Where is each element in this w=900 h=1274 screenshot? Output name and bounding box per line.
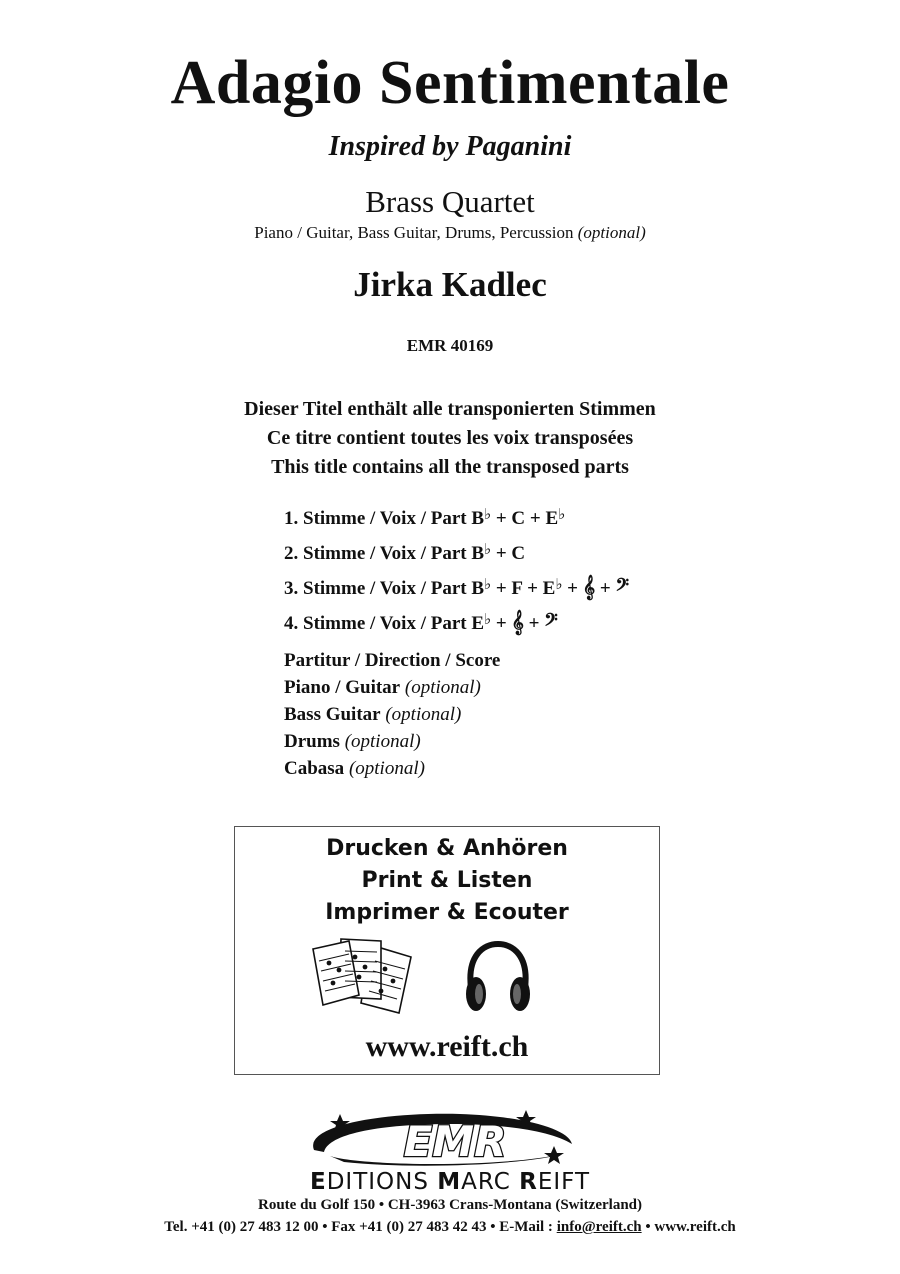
treble-clef-icon: 𝄞 <box>582 575 596 599</box>
bass-clef-icon: 𝄢 <box>544 610 558 634</box>
page-title: Adagio Sentimentale <box>170 49 730 117</box>
contents-list <box>284 647 500 782</box>
note-german: Dieser Titel enthält alle transponierten Stimmen <box>244 398 656 420</box>
flat-icon: ♭ <box>484 575 492 593</box>
composer: Jirka Kadlec <box>353 265 547 304</box>
website-url[interactable]: www.reift.ch <box>365 1030 529 1063</box>
instrumentation-optional: (optional) <box>577 223 646 242</box>
print-line-french: Imprimer & Ecouter <box>325 900 569 925</box>
publisher-address: Route du Golf 150 • CH-3963 Crans-Montana (Switzerland) <box>258 1197 642 1213</box>
sheet-music-icon <box>309 935 429 1017</box>
part-4: 4. Stimme / Voix / Part E♭ + 𝄞 + 𝄢 <box>284 610 558 634</box>
flat-icon: ♭ <box>484 540 492 558</box>
note-french: Ce titre contient toutes les voix transposées <box>266 427 634 449</box>
publisher-name: EDITIONS MARC REIFT <box>309 1169 591 1195</box>
print-listen-text <box>235 833 659 929</box>
contents-drums: Drums (optional) <box>284 731 421 752</box>
contents-cabasa: Cabasa (optional) <box>284 758 425 779</box>
publisher-contact: Tel. +41 (0) 27 483 12 00 • Fax +41 (0) 27 483 42 43 • E-Mail : info@reift.ch • www.reift.ch <box>164 1219 736 1235</box>
email-link[interactable]: info@reift.ch <box>556 1219 642 1235</box>
catalog-number: EMR 40169 <box>406 336 494 355</box>
bass-clef-icon: 𝄢 <box>615 575 630 599</box>
note-english: This title contains all the transposed parts <box>271 456 629 478</box>
transposition-notes <box>0 395 900 482</box>
flat-icon: ♭ <box>558 505 566 523</box>
subtitle: Inspired by Paganini <box>328 131 572 162</box>
flat-icon: ♭ <box>484 505 492 523</box>
print-listen-box <box>234 826 660 1075</box>
part-3: 3. Stimme / Voix / Part B♭ + F + E♭ + 𝄞 + 𝄢 <box>284 575 630 599</box>
treble-clef-icon: 𝄞 <box>511 610 524 634</box>
print-line-german: Drucken & Anhören <box>326 836 568 861</box>
part-1: 1. Stimme / Voix / Part B♭ + C + E♭ <box>284 505 566 529</box>
flat-icon: ♭ <box>555 575 563 593</box>
headphones-icon <box>463 940 533 1016</box>
instrumentation-list: Piano / Guitar, Bass Guitar, Drums, Percussion <box>254 223 574 242</box>
ensemble: Brass Quartet <box>365 184 535 219</box>
print-line-english: Print & Listen <box>361 868 533 893</box>
contents-piano: Piano / Guitar (optional) <box>284 677 481 698</box>
flat-icon: ♭ <box>484 610 492 628</box>
emr-logo <box>300 1106 600 1170</box>
contents-score: Partitur / Direction / Score <box>284 650 501 671</box>
instrumentation <box>0 223 900 243</box>
contents-bass: Bass Guitar (optional) <box>284 704 462 725</box>
emr-logo-text: EMR <box>403 1117 507 1166</box>
parts-list <box>284 499 629 639</box>
part-2: 2. Stimme / Voix / Part B♭ + C <box>284 540 526 564</box>
